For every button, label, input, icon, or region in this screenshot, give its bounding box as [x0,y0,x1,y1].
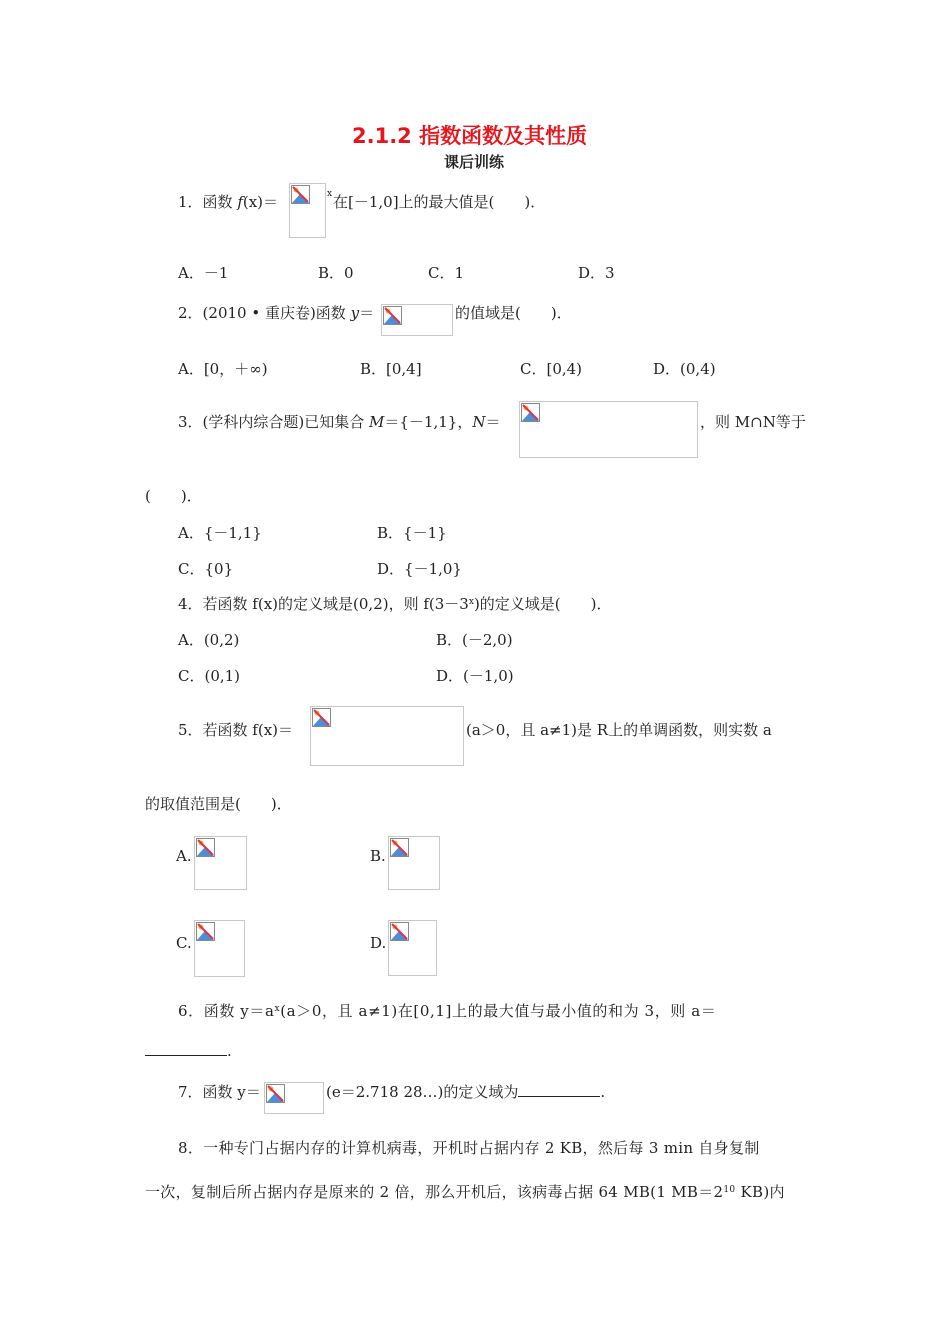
q3-set-m-value: ＝{－1,1}， [384,413,473,431]
question-7-stem: 7．函数 y＝ [178,1083,261,1101]
broken-image-icon [312,708,331,727]
q4-text-a: 4．若函数 f(x)的定义域是(0,2)，则 f(3－3 [178,595,469,613]
q8-text-b: KB)内 [735,1183,785,1201]
q5-option-c-image [194,920,245,977]
q5-continuation: 的取值范围是( )． [145,795,292,813]
question-8-line-1: 8．一种专门占据内存的计算机病毒，开机时占据内存 2 KB，然后每 3 min 自身复制 [178,1139,760,1157]
broken-image-icon [196,838,215,857]
q4-option-d: D．(－1,0) [436,667,514,685]
q7-post-line [326,1082,605,1102]
q7-period: . [600,1083,606,1101]
broken-image-icon [390,838,409,857]
q1-option-a: A．－1 [178,264,229,282]
question-8-line-2 [145,1182,785,1202]
broken-image-icon [266,1084,285,1103]
q2-variable: y [350,304,360,322]
q6-text-b: (a＞0，且 a≠1)在[0,1]上的最大值与最小值的和为 3，则 a＝ [280,1002,717,1020]
q5-option-a-image [194,836,247,890]
q1-argument: (x)＝ [242,193,279,211]
page-title: 2.1.2 指数函数及其性质 [352,124,588,148]
q5-option-d-label: D. [370,934,387,952]
q4-option-a: A．(0,2) [178,631,240,649]
question-2-stem [178,303,374,323]
q7-answer-blank[interactable] [518,1082,600,1097]
q8-exponent: 10 [723,1185,736,1195]
question-1-stem [178,192,278,212]
broken-image-icon [521,403,540,422]
q6-text-a: 6．函数 y＝a [178,1002,275,1020]
q3-option-c: C．{0} [178,560,234,578]
q1-function-name: f [237,193,243,211]
broken-image-icon [291,185,310,204]
page-subtitle: 课后训练 [444,153,505,171]
q3-equals: ＝ [485,413,501,431]
q2-pre-text: 2．(2010 • 重庆卷)函数 [178,304,351,322]
q5-post-text: (a＞0，且 a≠1)是 R上的单调函数，则实数 a [466,721,772,739]
q1-pre-text: 1．函数 [178,193,238,211]
q1-option-c: C．1 [428,264,465,282]
q2-option-d: D．(0,4) [653,360,716,378]
q6-period: . [227,1042,232,1060]
q6-answer-line [145,1041,232,1061]
q3-post-text: ，则 M∩N等于 [700,413,806,431]
question-6-stem [178,1001,716,1021]
q5-option-b-image [388,836,440,890]
q1-exponent: x [327,189,333,199]
question-3-stem [178,412,500,432]
q5-option-a-label: A. [176,847,192,865]
broken-image-icon [390,922,409,941]
q2-option-b: B．[0,4] [360,360,422,378]
q4-option-b: B．(－2,0) [436,631,513,649]
q4-text-b: )的定义域是( )． [473,595,612,613]
q1-formula-image [289,183,326,238]
q5-formula-image [310,706,464,766]
q1-post-text: 在[－1,0]上的最大值是( )． [333,193,546,211]
q1-option-d: D．3 [578,264,615,282]
q3-formula-image [519,401,698,458]
q7-formula-image [264,1082,324,1114]
q3-set-m: M [369,413,385,431]
broken-image-icon [196,922,215,941]
q3-option-b: B．{－1} [377,524,447,542]
q1-option-b: B．0 [318,264,354,282]
q4-option-c: C．(0,1) [178,667,241,685]
q3-continuation: ( )． [145,487,202,505]
q3-set-n: N [472,413,486,431]
broken-image-icon [383,306,402,325]
q2-formula-image [381,304,453,336]
q4-exponent: x [468,597,474,607]
q6-answer-blank[interactable] [145,1041,227,1056]
q2-equals: ＝ [359,304,375,322]
q3-option-a: A．{－1,1} [178,524,262,542]
q2-option-c: C．[0,4) [520,360,583,378]
q2-option-a: A．[0，＋∞) [178,360,268,378]
q8-text-a: 一次，复制后所占据内存是原来的 2 倍，那么开机后，该病毒占据 64 MB(1 MB＝2 [145,1183,724,1201]
q6-exponent: x [274,1004,281,1014]
q5-option-d-image [388,920,437,976]
question-4-stem [178,594,612,614]
q3-option-d: D．{－1,0} [377,560,462,578]
q7-post-text: (e＝2.718 28…)的定义域为 [326,1083,519,1101]
q3-pre-text: 3．(学科内综合题)已知集合 [178,413,370,431]
q5-option-b-label: B. [370,847,386,865]
question-5-stem: 5．若函数 f(x)＝ [178,721,294,739]
q2-post-text: 的值域是( )． [455,304,572,322]
q5-option-c-label: C. [176,934,192,952]
